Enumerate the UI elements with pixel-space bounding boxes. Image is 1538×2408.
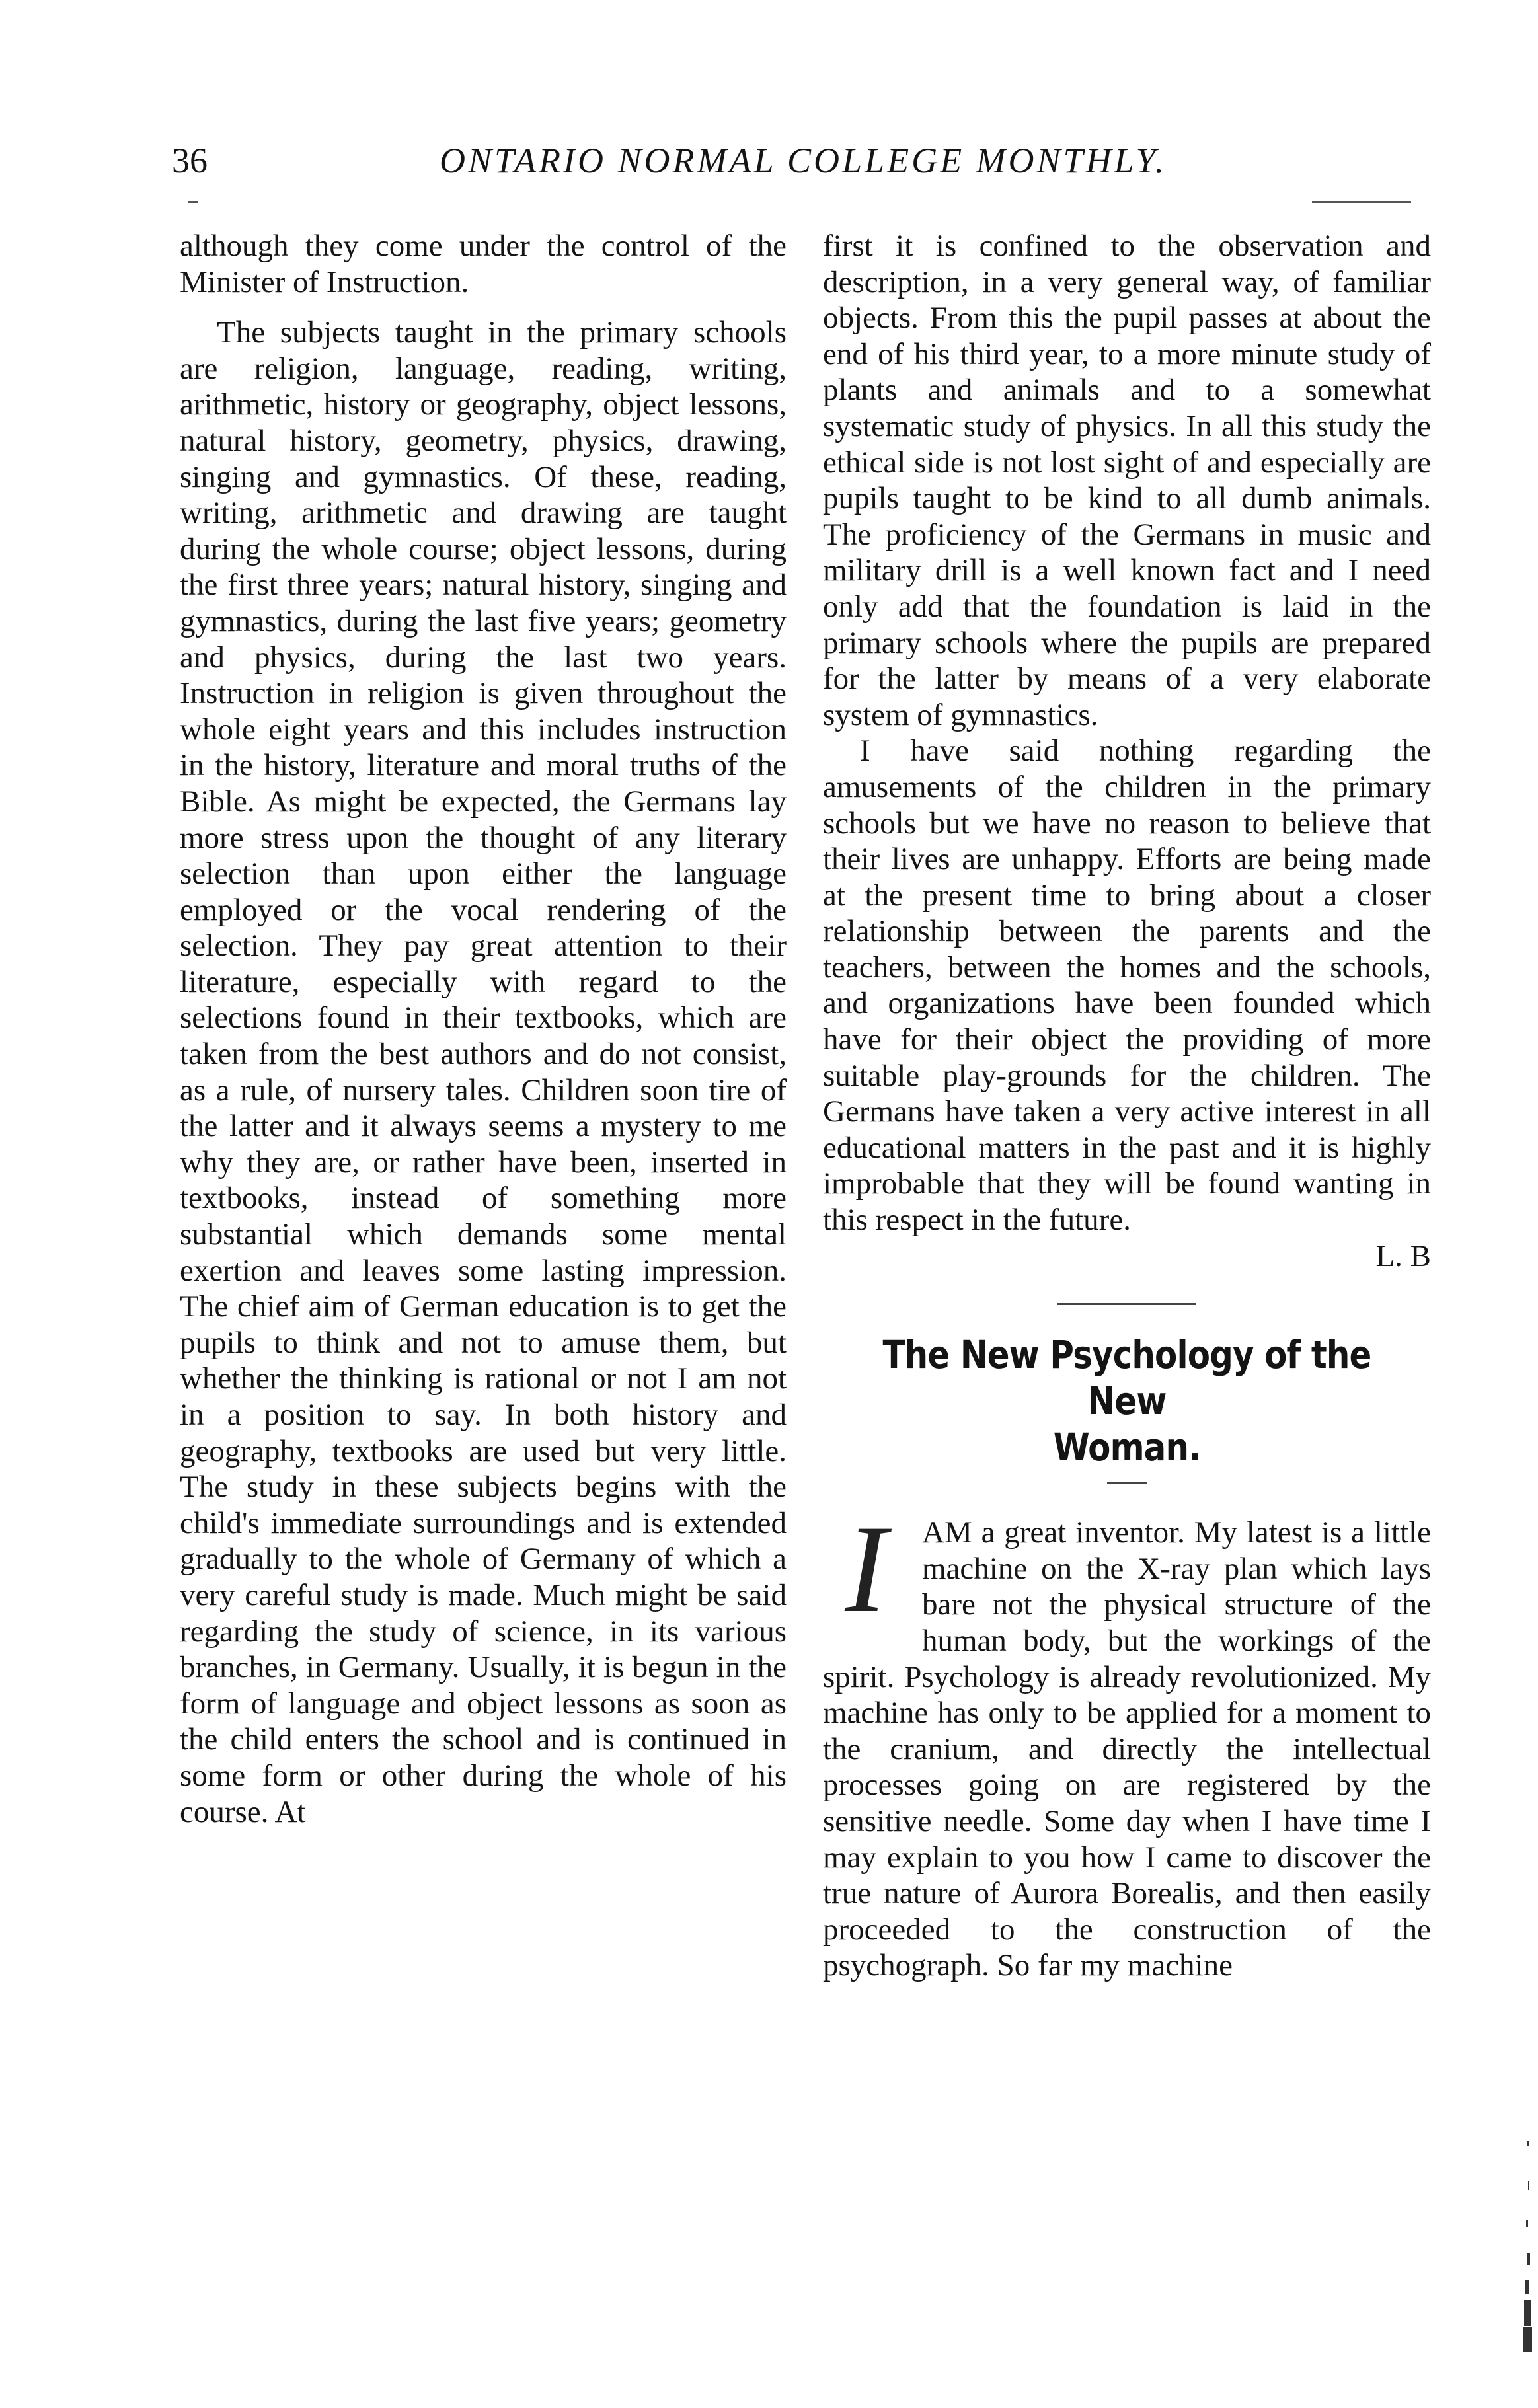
drop-cap: I [845, 1500, 887, 1639]
article-body-text: AM a great inventor. My latest is a little machine on the X-ray plan which lays bare not the physical structure of the human body, but the workings of the spirit. Psychology is already revolutionized. My machine has only to be applied for a moment to the cranium, and directly the intellectual processes going on are registered by the sensitive needle. Some day when I have time I may explain to you how I came to discover the true nature of Aurora Borealis, and then easily proceeded to the construction of the psychograph. So far my machine [823, 1515, 1431, 1983]
right-column [823, 228, 1431, 1984]
article-body [823, 1500, 1431, 1984]
author-signature: L. B [1375, 1238, 1431, 1273]
page-number: 36 [172, 141, 208, 180]
page-header [172, 140, 1428, 193]
page-edge-marks [1520, 2141, 1535, 2352]
running-title: ONTARIO NORMAL COLLEGE MONTHLY. [440, 141, 1167, 180]
article-title-line-2: Woman. [1053, 1425, 1201, 1470]
paragraph-continued: although they come under the control of the Minister of Instruction. [180, 229, 787, 299]
title-divider [1107, 1482, 1147, 1484]
left-column [180, 228, 787, 1830]
paragraph-science: first it is confined to the observation and description, in a very general way, of familiar objects. From this the pupil passes at about the end of his third year, to a more minute study of plants and animals and to a somewhat systematic study of physics. In all this study the ethical side is not lost sight of and especially are pupils taught to be kind to all dumb animals. The proficiency of the Germans in music and military drill is a well known fact and I need only add that the foundation is laid in the primary schools where the pupils are prepared for the latter by means of a very elaborate system of gymnastics. [823, 229, 1431, 732]
header-rule-tick-left [188, 201, 198, 203]
article-title-line-1: The New Psychology of the New [882, 1332, 1371, 1424]
article-title [865, 1332, 1388, 1470]
header-rule-tick-right [1312, 201, 1411, 203]
paragraph-subjects: The subjects taught in the primary schools are religion, language, reading, writing, arithmetic, history or geography, object lessons, natural history, geometry, physics, drawing, singing and gymnastics. Of these, reading, writing, arithmetic and drawing are taught during the whole course; object lessons, during the first three years; natural history, singing and gymnastics, during the last five years; geometry and physics, during the last two years. Instruction in religion is given throughout the whole eight years and this includes instruction in the history, literature and moral truths of the Bible. As might be expected, the Germans lay more stress upon the thought of any literary selection than upon either the language employed or the vocal rendering of the selection. They pay great attention to their literature, especially with regard to the selections found in their textbooks, which are taken from the best authors and do not consist, as a rule, of nursery tales. Children soon tire of the latter and it always seems a mystery to me why they are, or rather have been, inserted in textbooks, instead of something more substantial which demands some mental exertion and leaves some lasting impression. The chief aim of German education is to get the pupils to think and not to amuse them, but whether the thinking is rational or not I am not in a position to say. In both history and geography, textbooks are used but very little. The study in these subjects begins with the child's immediate surroundings and is extended gradually to the whole of Germany of which a very careful study is made. Much might be said regarding the study of science, in its various branches, in Germany. Usually, it is begun in the form of language and object lessons as soon as the child enters the school and is continued in some form or other during the whole of his course. At [180, 315, 787, 1829]
paragraph-amusements: I have said nothing regarding the amusements of the children in the primary schools but we have no reason to believe that their lives are unhappy. Efforts are being made at the present time to bring about a closer relationship between the parents and the teachers, between the homes and the schools, and organizations have been founded which have for their object the providing of more suitable play-grounds for the children. The Germans have taken a very active interest in all educational matters in the past and it is highly improbable that they will be found wanting in this respect in the future. [823, 734, 1431, 1238]
section-divider [1057, 1303, 1196, 1305]
